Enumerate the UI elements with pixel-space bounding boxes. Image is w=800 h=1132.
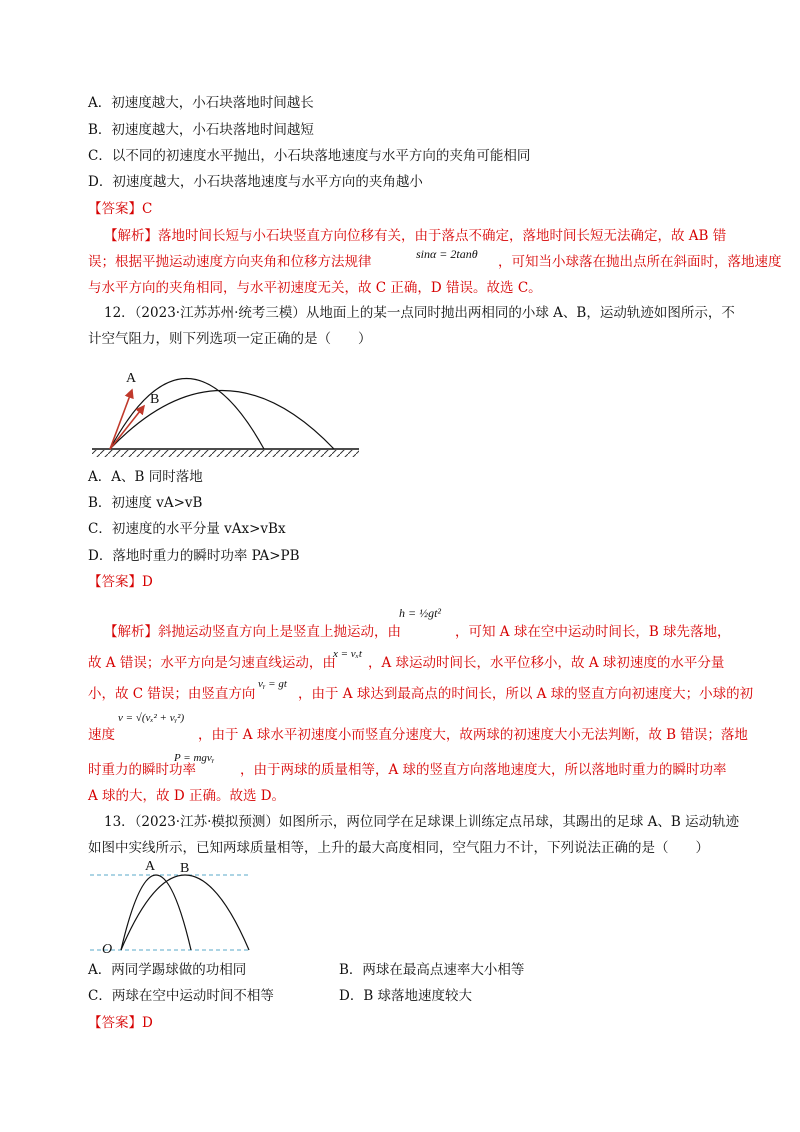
q12-analysis-line3a: 小，故 C 错误；由竖直方向 <box>88 686 256 702</box>
q12-formula-p: P = mgvᵧ <box>174 752 215 764</box>
q12-analysis-line3b: ，由于 A 球达到最高点的时间长，所以 A 球的竖直方向初速度大；小球的初 <box>298 686 754 702</box>
q12-path-b <box>110 391 334 450</box>
q12-formula-x: x = vₓt <box>333 648 362 660</box>
q13-stem-line2: 如图中实线所示，已知两球质量相等，上升的最大高度相同，空气阻力不计，下列说法正确的是（ ） <box>88 840 709 856</box>
q12-formula-v: v = √(vₓ² + vᵧ²) <box>118 712 185 724</box>
q12-analysis-line4a: 速度 <box>88 727 115 743</box>
q12-label-a: A <box>126 371 137 386</box>
q12-option-a: A．A、B 同时落地 <box>88 469 203 485</box>
q12-analysis-line5a: 时重力的瞬时功率 <box>88 762 196 778</box>
q11-analysis-line3: ，可知当小球落在抛出点所在斜面时，落地速度 <box>498 254 782 270</box>
q12-option-c: C．初速度的水平分量 vAx>vBx <box>88 521 286 537</box>
q11-analysis-line2: 误；根据平抛运动速度方向夹角和位移方法规律 <box>88 254 372 270</box>
q13-trajectory-figure <box>88 856 258 956</box>
q12-option-d: D．落地时重力的瞬时功率 PA>PB <box>88 548 300 564</box>
q13-label-o: O <box>102 942 113 956</box>
q12-answer: 【答案】D <box>88 574 153 590</box>
q12-arrow-b <box>110 406 144 449</box>
q12-analysis-line4b: ，由于 A 球水平初速度小而竖直分速度大，故两球的初速度大小无法判断，故 B 错误；落地 <box>198 727 748 743</box>
q12-analysis-line1a: 【解析】斜抛运动竖直方向上是竖直上抛运动，由 <box>104 624 401 640</box>
q13-label-a: A <box>145 859 156 874</box>
q11-option-b: B．初速度越大，小石块落地时间越短 <box>88 122 314 138</box>
q12-stem-line1: 12．（2023·江苏苏州·统考三模）从地面上的某一点同时抛出两相同的小球 A、B，运动轨迹如图所示，不 <box>104 305 735 321</box>
q11-option-c: C．以不同的初速度水平抛出，小石块落地速度与水平方向的夹角可能相同 <box>88 148 531 164</box>
q13-option-c: C．两球在空中运动时间不相等 <box>88 988 274 1004</box>
q11-analysis-line1: 【解析】落地时间长短与小石块竖直方向位移有关，由于落点不确定，落地时间长短无法确定，故 AB 错 <box>104 228 727 244</box>
q12-ground-hatch <box>92 450 359 457</box>
q12-formula-vy: vᵧ = gt <box>258 678 287 690</box>
q13-answer: 【答案】D <box>88 1015 153 1031</box>
q12-label-b: B <box>150 392 160 407</box>
q12-formula-h: h = ½gt² <box>399 606 442 620</box>
q13-path-a <box>121 875 191 950</box>
q12-analysis-line5b: ，由于两球的质量相等，A 球的竖直方向落地速度大，所以落地时重力的瞬时功率 <box>240 762 727 778</box>
q13-option-b: B．两球在最高点速率大小相等 <box>339 962 525 978</box>
q13-option-d: D．B 球落地速度较大 <box>339 988 473 1004</box>
q12-path-a <box>110 379 264 450</box>
q11-formula-sin-tan: sinα = 2tanθ <box>416 247 478 261</box>
q13-option-a: A．两同学踢球做的功相同 <box>88 962 247 978</box>
q11-option-a: A．初速度越大，小石块落地时间越长 <box>88 95 314 111</box>
q13-label-b: B <box>180 861 190 876</box>
q12-analysis-line2b: ，A 球运动时间长，水平位移小，故 A 球初速度的水平分量 <box>368 655 725 671</box>
q12-stem-line2: 计空气阻力，则下列选项一定正确的是（ ） <box>88 331 372 347</box>
q13-path-b <box>121 875 249 950</box>
q11-analysis-line4: 与水平方向的夹角相同，与水平初速度无关，故 C 正确，D 错误。故选 C。 <box>88 280 542 296</box>
q12-option-b: B．初速度 vA>vB <box>88 495 203 511</box>
q11-answer: 【答案】C <box>88 201 153 217</box>
q13-stem-line1: 13．（2023·江苏·模拟预测）如图所示，两位同学在足球课上训练定点吊球，其踢出的足球 A、B 运动轨迹 <box>104 814 740 830</box>
q12-analysis-line6: A 球的大，故 D 正确。故选 D。 <box>88 788 286 804</box>
q12-analysis-line1b: ，可知 A 球在空中运动时间长，B 球先落地， <box>455 624 731 640</box>
q12-trajectory-figure <box>84 350 364 462</box>
q11-option-d: D．初速度越大，小石块落地速度与水平方向的夹角越小 <box>88 174 423 190</box>
q12-analysis-line2a: 故 A 错误；水平方向是匀速直线运动，由 <box>88 655 336 671</box>
